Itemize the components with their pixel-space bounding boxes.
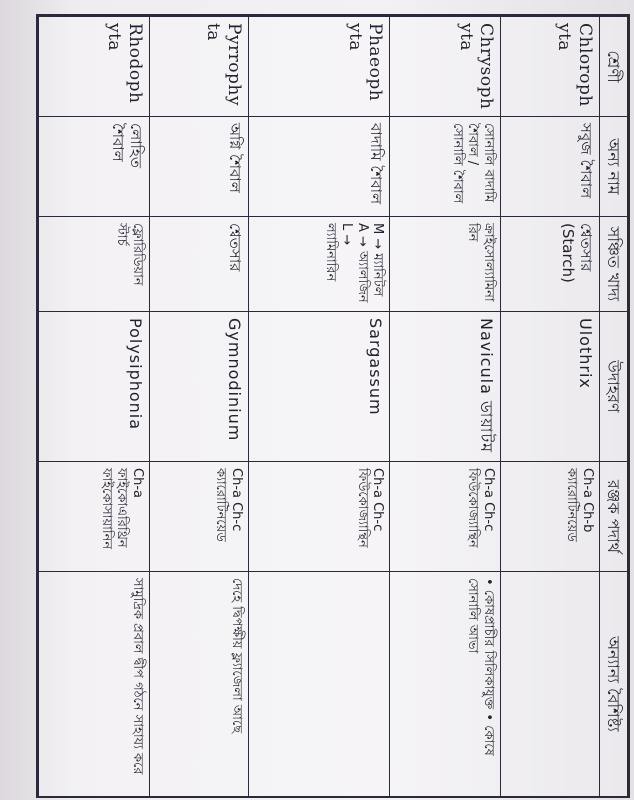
stored-food-cell: ক্রাইসোল্যামিনারিন	[390, 217, 501, 312]
header-pigment: রঞ্জক পদার্থ	[599, 462, 627, 572]
other-features-cell: দেহে দ্বিপক্ষীয় ফ্ল্যাজেলা আছে	[149, 572, 248, 797]
header-other-features: অন্যান্য বৈশিষ্ট্য	[599, 572, 627, 797]
example-cell: Navicula ডায়াটম	[390, 312, 501, 462]
algae-classification-table	[38, 16, 628, 797]
stored-food-cell: শ্বেতসার	[149, 217, 248, 312]
header-common-name: অন্য নাম	[599, 117, 627, 217]
stored-food-cell: ফ্লোরিডিয়ান স্টার্চ	[39, 217, 150, 312]
other-features-cell: সামুদ্রিক প্রবাল দ্বীপ গঠনে সাহায্য করে	[39, 572, 150, 797]
pigment-cell: Ch-a Ch-b ক্যারোটিনয়েড	[501, 462, 600, 572]
pigment-cell: Ch-a Ch-c ফিউকোজ্যান্থিন	[248, 462, 390, 572]
stored-food-cell: শ্বেতসার (Starch)	[501, 217, 600, 312]
header-division: শ্রেণী	[599, 17, 627, 117]
division-cell: Pyrrophyta	[149, 17, 248, 117]
division-cell: Chlorophyta	[501, 17, 600, 117]
common-name-cell: অগ্নি শৈবাল	[149, 117, 248, 217]
table-row	[149, 17, 248, 797]
header-example: উদাহরণ	[599, 312, 627, 462]
stored-food-cell: M → ম্যানিটল A → অ্যালজিন L → ল্যামিনারিন	[248, 217, 390, 312]
table-row	[390, 17, 501, 797]
other-features-cell: • কোষপ্রাচীর সিলিকাযুক্ত • কোষে সোনালি আভা	[390, 572, 501, 797]
pigment-cell: Ch-a Ch-c ক্যারোটিনয়েড	[149, 462, 248, 572]
rotated-table-container	[38, 16, 628, 796]
other-features-cell	[501, 572, 600, 797]
other-features-cell	[248, 572, 390, 797]
common-name-cell: লোহিত শৈবাল	[39, 117, 150, 217]
pigment-cell: Ch-a Ch-c ফিউকোজ্যান্থিন	[390, 462, 501, 572]
example-cell: Gymnodinium	[149, 312, 248, 462]
table-header-row	[599, 17, 627, 797]
table-row	[39, 17, 150, 797]
table-row	[248, 17, 390, 797]
example-cell: Sargassum	[248, 312, 390, 462]
header-stored-food: সঞ্চিত খাদ্য	[599, 217, 627, 312]
common-name-cell: সোনালি বাদামি শৈবাল / সোনালি শৈবাল	[390, 117, 501, 217]
common-name-cell: সবুজ শৈবাল	[501, 117, 600, 217]
pigment-cell: Ch-a ফাইকোএরিথ্রিন ফাইকোসায়ানিন	[39, 462, 150, 572]
division-cell: Rhodophyta	[39, 17, 150, 117]
division-cell: Phaeophyta	[248, 17, 390, 117]
division-cell: Chrysophyta	[390, 17, 501, 117]
common-name-cell: বাদামি শৈবাল	[248, 117, 390, 217]
table-row	[501, 17, 600, 797]
example-cell: Polysiphonia	[39, 312, 150, 462]
handwritten-table-frame	[36, 14, 630, 798]
example-cell: Ulothrix	[501, 312, 600, 462]
